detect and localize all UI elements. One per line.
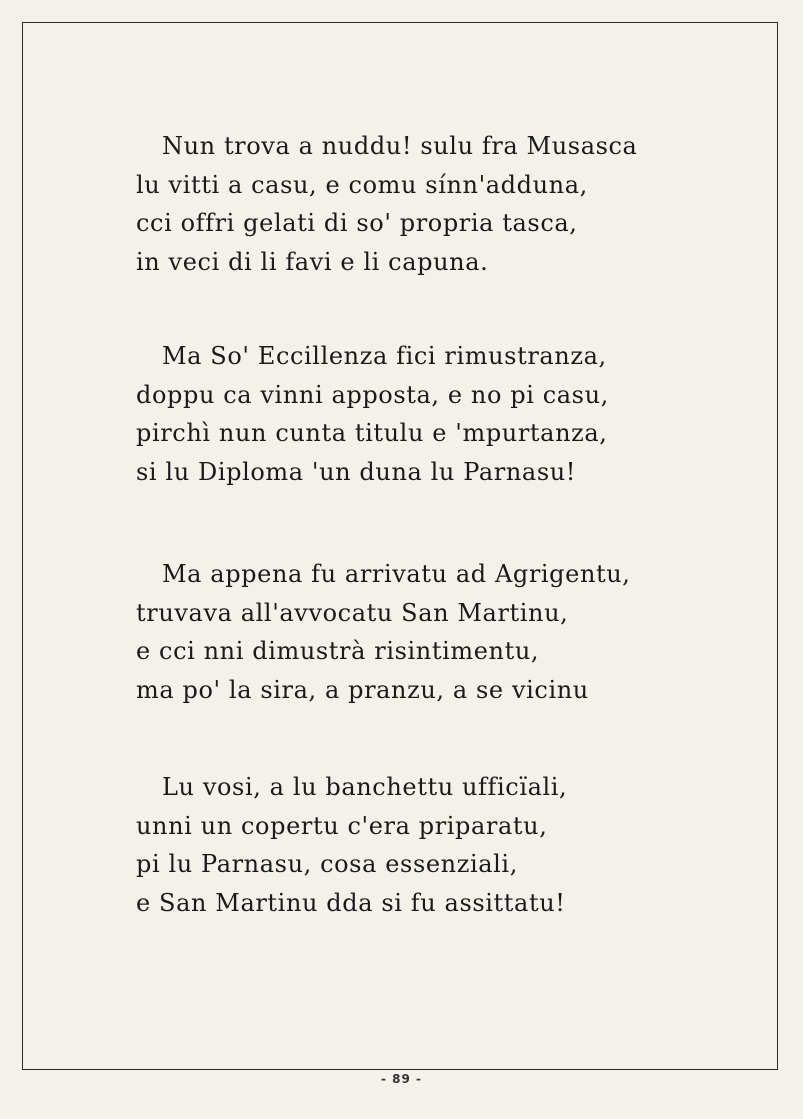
poem-line: lu vitti a casu, e comu sínn'adduna,: [136, 170, 588, 199]
poem-line: doppu ca vinni apposta, e no pi casu,: [136, 380, 609, 409]
poem-line: ma po' la sira, a pranzu, a se vicinu: [136, 675, 589, 704]
poem-line: si lu Diploma 'un duna lu Parnasu!: [136, 457, 577, 486]
poem-line: Lu vosi, a lu banchettu ufficïali,: [162, 773, 568, 801]
poem-line: e cci nni dimustrà risintimentu,: [136, 637, 540, 665]
poem-line: e San Martinu dda si fu assittatu!: [136, 888, 566, 917]
poem-line: pi lu Parnasu, cosa essenziali,: [136, 850, 518, 878]
poem-line: Nun trova a nuddu! sulu fra Musasca: [162, 132, 638, 160]
poem-line: Ma appena fu arrivatu ad Agrigentu,: [162, 560, 631, 588]
poem-line: unni un copertu c'era priparatu,: [136, 811, 548, 840]
stanza-3: [136, 555, 631, 709]
stanza-4: [136, 768, 567, 922]
stanza-1: [136, 127, 637, 281]
page-number: - 89 -: [380, 1072, 422, 1086]
poem-line: pirchì nun cunta titulu e 'mpurtanza,: [136, 419, 608, 447]
stanza-2: [136, 337, 609, 491]
poem-line: in veci di li favi e li capuna.: [136, 247, 489, 276]
poem-line: truvava all'avvocatu San Martinu,: [136, 598, 569, 627]
poem-line: cci offri gelati di so' propria tasca,: [136, 209, 578, 237]
poem-line: Ma So' Eccillenza fici rimustranza,: [162, 342, 607, 370]
